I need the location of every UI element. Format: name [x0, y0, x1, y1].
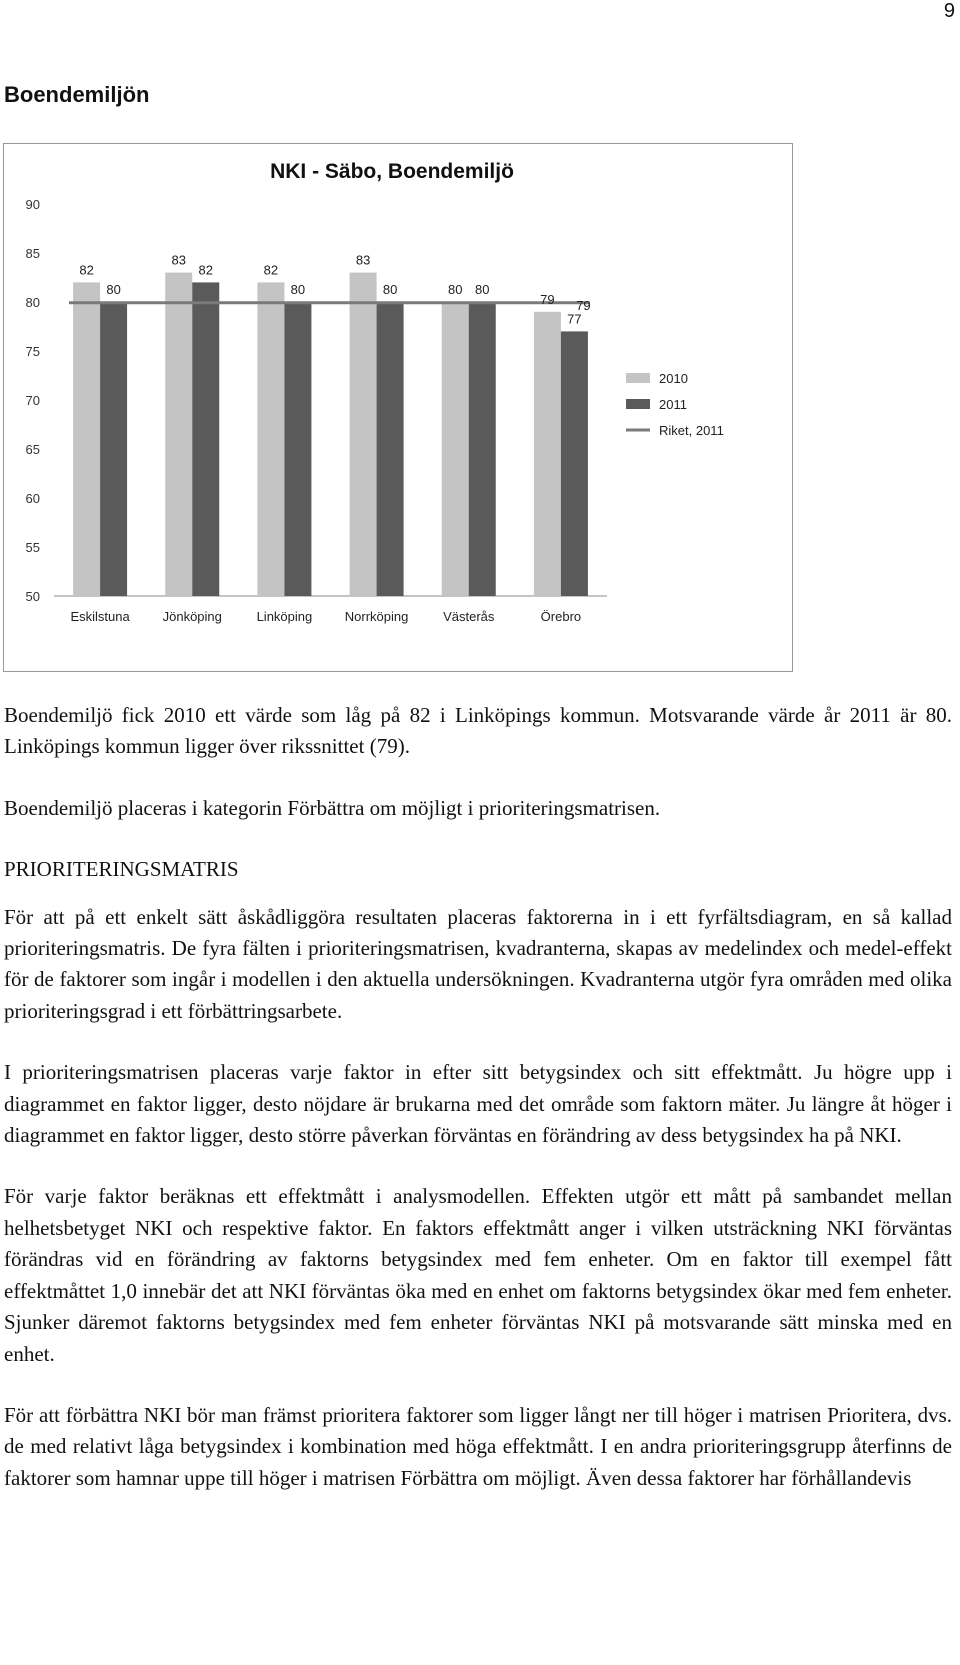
reference-data-label: 79 — [576, 297, 591, 313]
x-tick-label: Norrköping — [344, 609, 409, 624]
section-heading: Boendemiljön — [4, 82, 150, 107]
data-label: 82 — [79, 262, 94, 278]
chart-legend — [626, 371, 724, 438]
data-label: 80 — [106, 282, 121, 297]
chart-y-axis — [26, 197, 40, 604]
bar-2010-eskilstuna — [73, 282, 100, 596]
y-tick-label: 90 — [25, 197, 40, 212]
data-label: 80 — [448, 282, 463, 297]
paragraph-matrix-placement: I prioriteringsmatrisen placeras varje faktor in efter sitt betygsindex och sitt effektmått. Ju högre upp i diagrammet en faktor ligger, desto nöjdare är brukarna med det område som faktorn mäter. Ju längre åt höger i diagrammet en faktor ligger, desto större påverkan förväntas en förändring av dess betygsindex ha på NKI. — [4, 1060, 952, 1148]
legend-label-2010: 2010 — [659, 371, 688, 386]
paragraph-result: Boendemiljö fick 2010 ett värde som låg på 82 i Linköpings kommun. Motsvarande värde år 2011 är 80. Linköpings kommun ligger över rikssnittet (79). — [4, 703, 952, 759]
bar-chart — [3, 143, 793, 672]
bar-2010-västerås — [442, 302, 469, 596]
y-tick-label: 75 — [25, 344, 40, 359]
bar-2010-jönköping — [165, 273, 192, 596]
y-tick-label: 85 — [25, 246, 40, 261]
y-tick-label: 60 — [25, 491, 40, 506]
x-tick-label: Örebro — [540, 609, 582, 624]
data-label: 83 — [355, 252, 371, 268]
data-label: 77 — [567, 311, 582, 327]
bar-2011-linköping — [284, 302, 311, 596]
bar-2010-linköping — [257, 282, 284, 596]
bar-2011-jönköping — [192, 282, 219, 596]
x-tick-label: Jönköping — [162, 609, 222, 624]
chart-x-axis — [70, 609, 581, 624]
legend-label-riket: Riket, 2011 — [659, 423, 724, 438]
y-tick-label: 65 — [25, 442, 40, 457]
paragraph-priorities: För att förbättra NKI bör man främst prioritera faktorer som ligger långt ner till höger i matrisen Prioritera, dvs. de med relativt låga betygsindex i kombination med höga effektmått. I en andra prioriteringsgrupp återfinns de faktorer som hamnar uppe till höger i matrisen Förbättra om möjligt. Även dessa faktorer har förhållandevis — [4, 1402, 952, 1490]
bar-2010-örebro — [534, 312, 561, 596]
y-tick-label: 80 — [25, 295, 40, 310]
y-tick-label: 50 — [25, 589, 40, 604]
data-label: 82 — [198, 262, 213, 278]
paragraph-matrix-intro: För att på ett enkelt sätt åskådliggöra resultaten placeras faktorerna in i ett fyrfältsdiagram, en så kallad prioriteringsmatris. De fyra fälten i prioriteringsmatrisen, kvadranterna, skapas av medelindex och medel-effekt för de faktorer som ingår i modellen i den aktuella undersökningen. Kvadranterna utgör fyra områden med olika prioriteringsgrad i ett förbättringsarbete. — [4, 904, 952, 1023]
bar-2011-örebro — [561, 331, 588, 596]
bar-2011-västerås — [469, 302, 496, 596]
chart-svg — [4, 144, 792, 671]
bar-2011-eskilstuna — [100, 302, 127, 596]
y-tick-label: 55 — [25, 540, 40, 555]
y-tick-label: 70 — [25, 393, 40, 408]
x-tick-label: Eskilstuna — [70, 609, 130, 624]
body-text — [4, 700, 952, 1524]
x-tick-label: Västerås — [443, 609, 495, 624]
data-label: 80 — [382, 282, 398, 297]
data-label: 82 — [263, 262, 279, 278]
legend-swatch-2010 — [626, 373, 650, 383]
data-label: 83 — [171, 252, 186, 268]
page-number: 9 — [943, 0, 955, 22]
legend-label-2011: 2011 — [659, 397, 687, 412]
bar-2011-norrköping — [377, 302, 404, 596]
data-label: 79 — [540, 291, 555, 307]
chart-data-labels — [79, 253, 590, 327]
paragraph-category: Boendemiljö placeras i kategorin Förbättra om möjligt i prioriteringsmatrisen. — [4, 795, 661, 820]
data-label: 80 — [475, 282, 490, 297]
subheading-prioriteringsmatris: PRIORITERINGSMATRIS — [4, 857, 239, 882]
chart-bars — [69, 273, 590, 596]
data-label: 80 — [290, 282, 306, 297]
x-tick-label: Linköping — [256, 609, 313, 624]
bar-2010-norrköping — [350, 273, 377, 596]
legend-swatch-2011 — [626, 399, 650, 409]
chart-title: NKI - Säbo, Boendemiljö — [270, 160, 514, 183]
paragraph-effect-measure: För varje faktor beräknas ett effektmått i analysmodellen. Effekten utgör ett mått på sambandet mellan helhetsbetyget NKI och respektive faktor. En faktors effektmått anger i vilken utsträckning NKI förväntas förändras vid en förändring av faktorns betygsindex med fem enheter. Om en faktor till exempel fått effektmåttet 1,0 innebär det att NKI förväntas öka med en enhet om faktorns betygsindex ökar med fem enheter. Sjunker däremot faktorns betygsindex med fem enheter förväntas NKI på motsvarande sätt minska med en enhet. — [4, 1184, 952, 1366]
